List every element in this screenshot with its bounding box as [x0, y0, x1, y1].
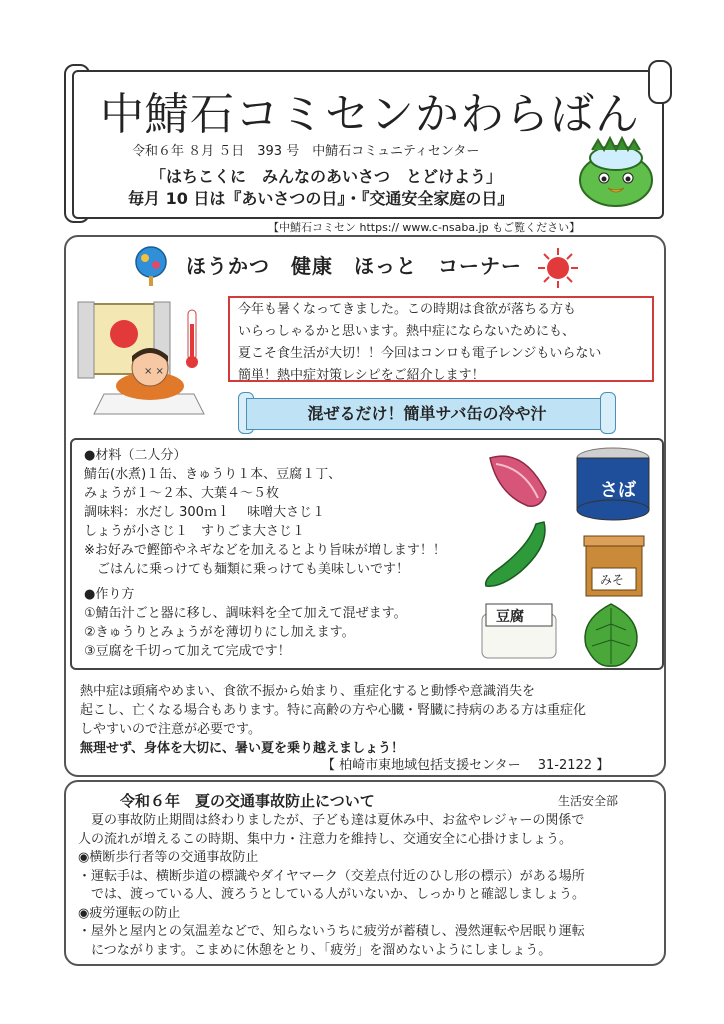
heatstroke-caution: [80, 682, 660, 758]
tofu-label: 豆腐: [496, 609, 524, 625]
corner-title: ほうかつ 健康 ほっと コーナー: [186, 254, 522, 278]
miso-icon: [582, 530, 646, 600]
recipe-line: ③豆腐を千切って加えて完成です！: [84, 644, 291, 659]
recipe-line: 調味料：水だし 300ｍｌ 味噌大さじ１: [84, 505, 326, 520]
recipe-line: ●作り方: [84, 587, 135, 602]
caution-line: しやすいので注意が必要です。: [80, 722, 261, 737]
support-center-credit: 【 柏崎市東地域包括支援センター 31-2122 】: [322, 758, 610, 773]
greeting-slogan: 「はちこくに みんなのあいさつ とどけよう」: [150, 167, 503, 186]
scroll-right-curl: [648, 60, 672, 104]
traffic-safety-title: 令和６年 夏の交通事故防止について: [120, 792, 375, 810]
caution-line: 熱中症は頭痛やめまい、食欲不振から始まり、重症化すると動悸や意識消失を: [80, 684, 536, 699]
intro-line: 今年も暑くなってきました。この時期は食欲が落ちる方も: [238, 302, 577, 317]
uchiwa-fan-icon: [132, 246, 170, 286]
intro-line: 簡単！熱中症対策レシピをご紹介します！: [238, 368, 485, 383]
intro-line: いらっしゃるかと思います。熱中症にならないためにも、: [238, 324, 575, 339]
greeting-day-line: 毎月 10 日は『あいさつの日』・『交通安全家庭の日』: [128, 189, 514, 208]
heatstroke-person-illustration: [74, 294, 224, 434]
traffic-line: ・運転手は、横断歩道の標識やダイヤマーク（交差点付近のひし形の標示）がある場所: [78, 868, 585, 884]
traffic-line: 夏の事故防止期間は終わりましたが、子ども達は夏休み中、お盆やレジャーの関係で: [78, 813, 585, 828]
issue-date-line: 令和６年 ８月 ５日 393 号 中鯖石コミュニティセンター: [132, 144, 480, 159]
traffic-line: 人の流れが増えるこの時期、集中力・注意力を維持し、交通安全に心掛けましょう。: [78, 831, 573, 847]
traffic-line: につながります。こまめに休憩をとり、「疲労」を溜めないようにしましょう。: [78, 942, 552, 958]
intro-message-box: [228, 296, 654, 382]
recipe-title-banner: 混ぜるだけ！簡単サバ缶の冷や汁: [246, 398, 608, 430]
traffic-line: ◉疲労運転の防止: [78, 905, 181, 921]
banner-right-curl: [600, 392, 616, 434]
svg-text:× ×: × ×: [144, 366, 164, 377]
intro-line: 夏こそ食生活が大切！！今回はコンロも電子レンジもいらない: [238, 346, 602, 361]
cucumber-icon: [480, 516, 552, 592]
traffic-line: では、渡っている人、渡ろうとしている人がいないか、しっかりと確認しましょう。: [78, 887, 586, 902]
website-notice: 【中鯖石コミセン https:// www.c-nsaba.jp もご覧ください】: [268, 221, 581, 234]
newsletter-title: 中鯖石コミセンかわらばん: [100, 89, 640, 140]
recipe-line: ①鯖缶汁ごと器に移し、調味料を全て加えて混ぜます。: [84, 606, 407, 621]
recipe-line: しょうが小さじ１ すりごま大さじ１: [84, 524, 306, 539]
recipe-line: ※お好みで鰹節やネギなどを加えるとより旨味が増します！！: [84, 543, 446, 558]
recipe-line: ●材料（二人分）: [84, 448, 187, 463]
tofu-icon: [478, 598, 560, 662]
can-label: さば: [600, 480, 636, 501]
caution-line: 起こし、亡くなる場合もあります。特に高齢の方や心臓・腎臓に持病のある方は重症化: [80, 703, 586, 718]
saba-can-icon: [572, 446, 654, 522]
shiso-leaf-icon: [576, 600, 646, 670]
traffic-line: ◉横断歩行者等の交通事故防止: [78, 850, 259, 865]
caution-line: 無理せず、身体を大切に、暑い夏を乗り越えましょう！: [80, 741, 404, 756]
sun-icon: [536, 246, 580, 290]
miso-label: みそ: [600, 573, 625, 587]
recipe-line: ごはんに乗っけても麺類に乗っけても美味しいです！: [84, 562, 410, 577]
recipe-line: 鯖缶(水煮)１缶、きゅうり１本、豆腐１丁、: [84, 467, 342, 482]
traffic-line: ・屋外と屋内との気温差などで、知らないうちに疲労が蓄積し、漫然運転や居眠り運転: [78, 924, 585, 939]
department-name: 生活安全部: [558, 794, 619, 808]
kappa-mascot-icon: [574, 136, 658, 208]
traffic-safety-text: [78, 812, 654, 960]
myoga-icon: [484, 448, 554, 514]
recipe-text: [84, 446, 446, 661]
recipe-line: みょうが１～２本、大葉４～５枚: [84, 486, 280, 501]
recipe-line: ②きゅうりとみょうがを薄切りにし加えます。: [84, 625, 355, 640]
